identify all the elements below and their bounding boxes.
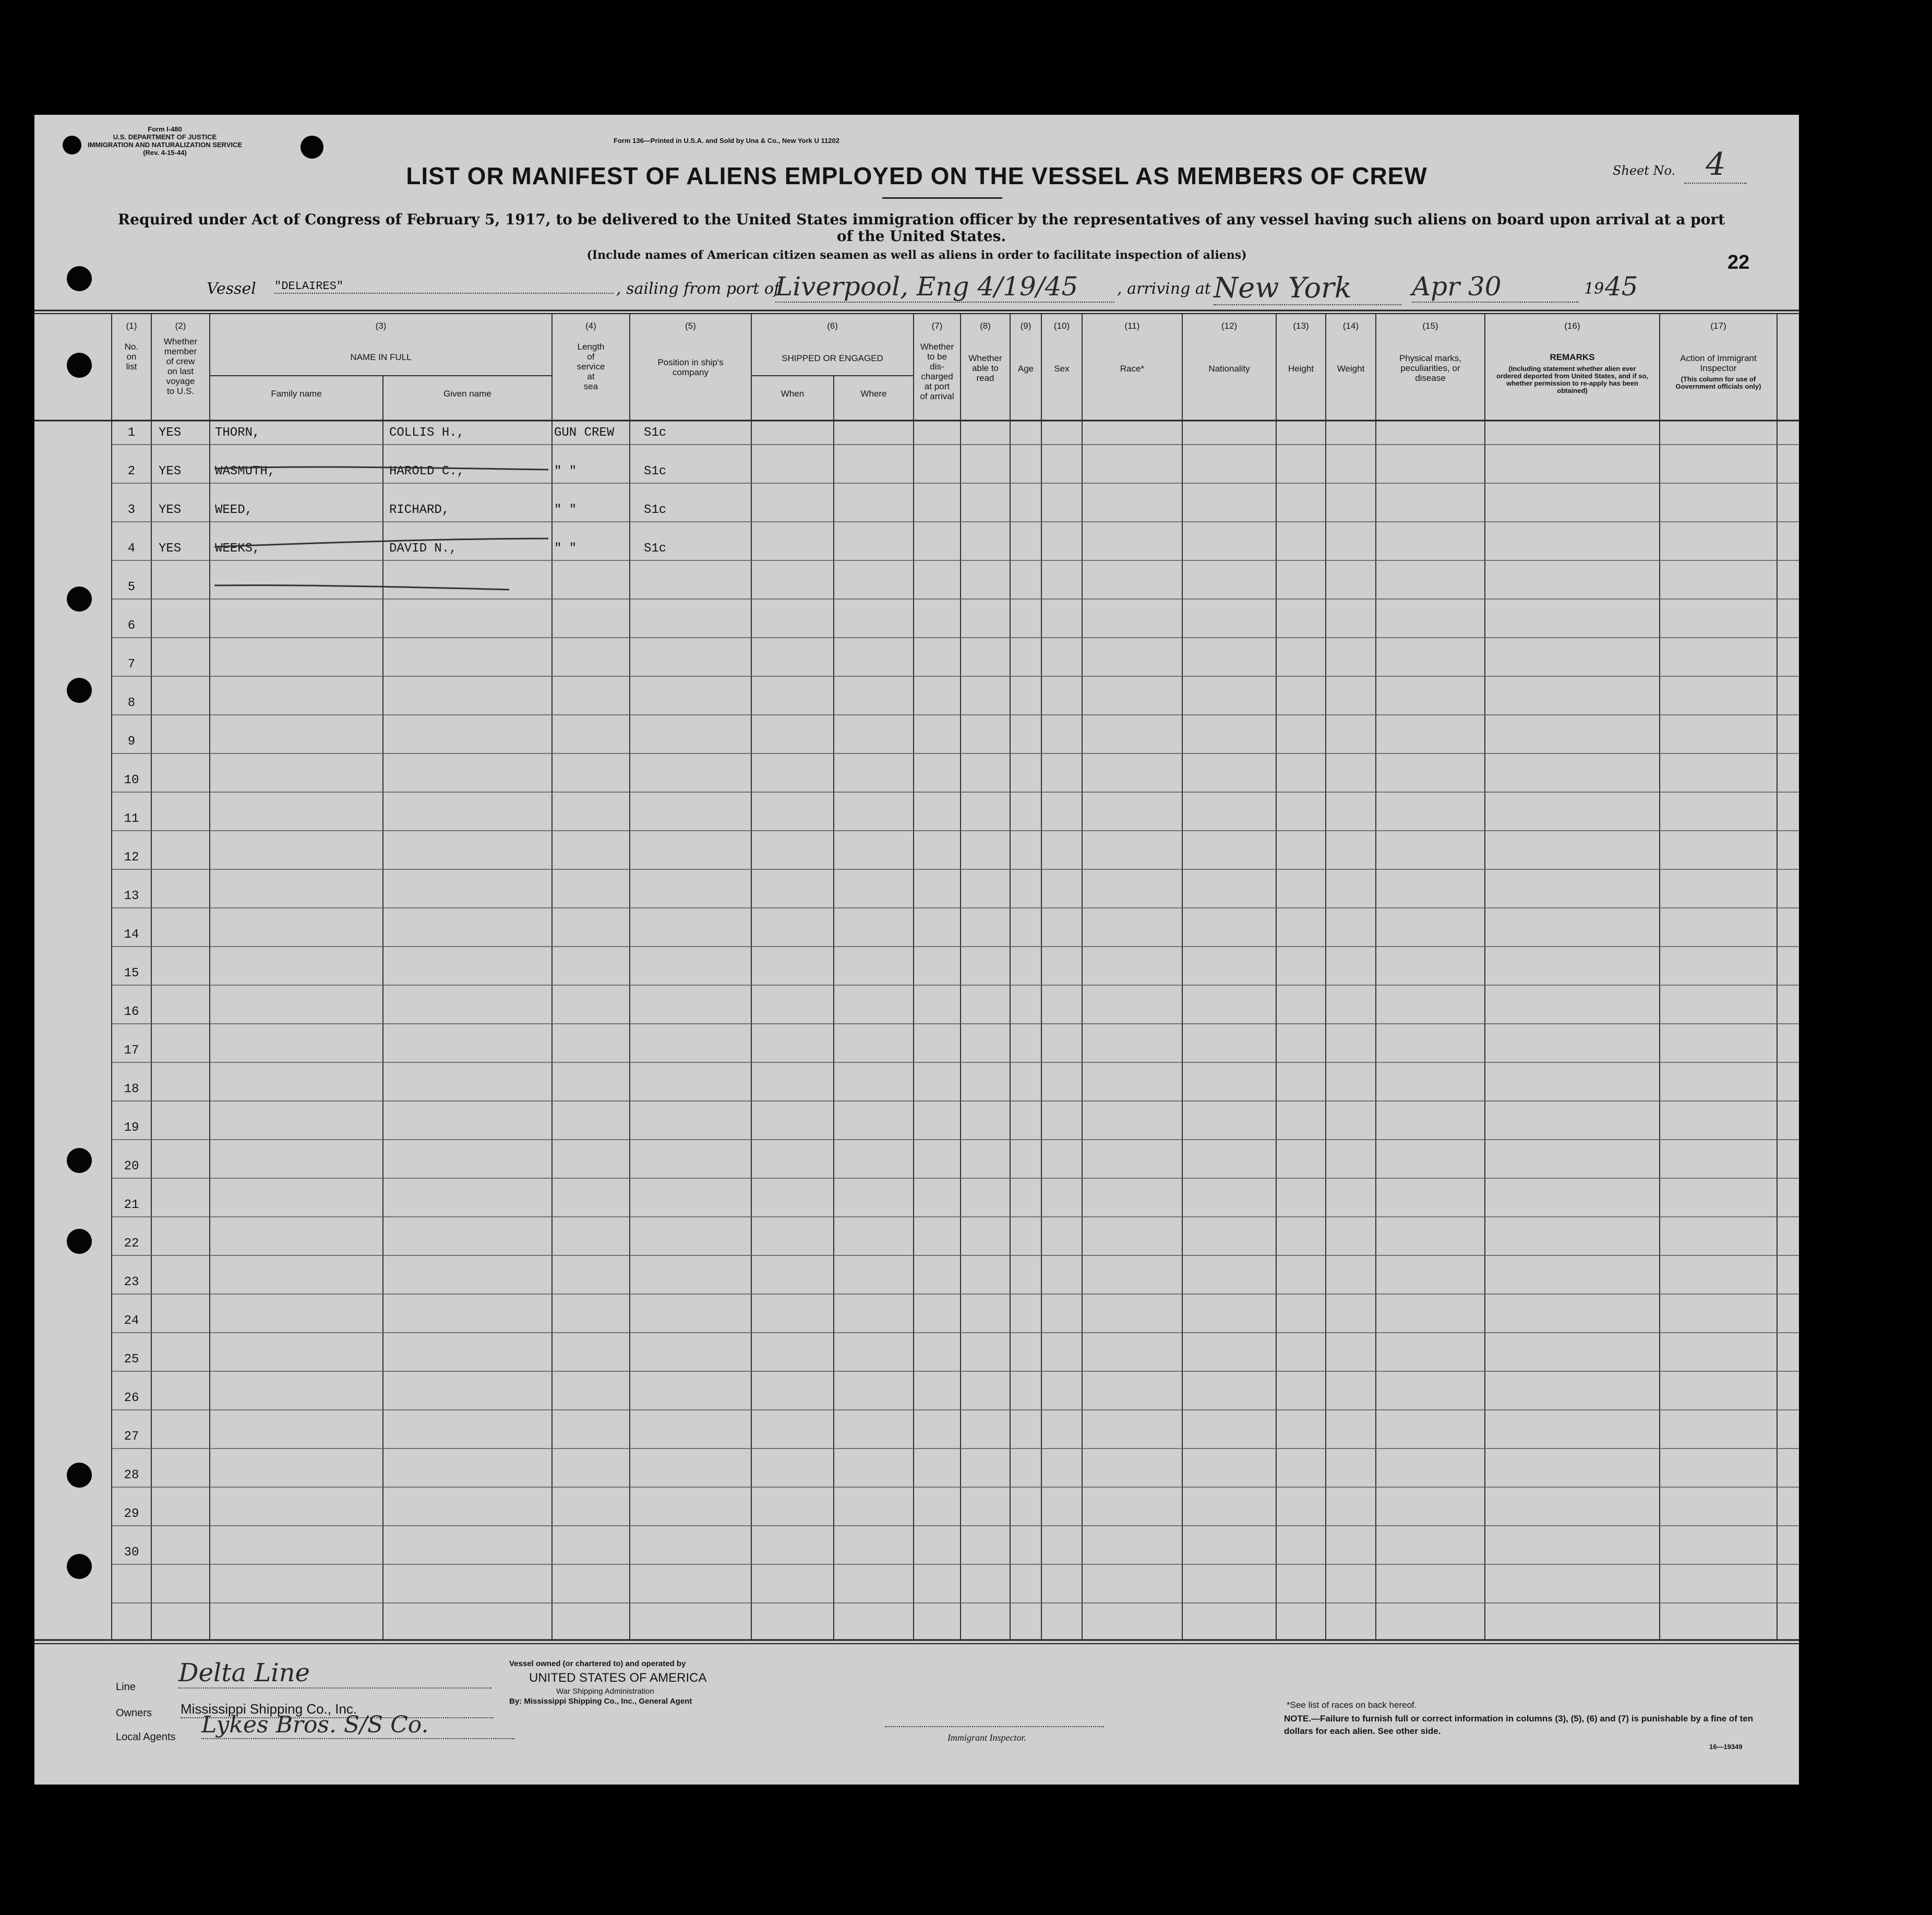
col-11-header: Race* (1120, 364, 1145, 374)
arriving-label: , arriving at (1117, 280, 1211, 298)
family-name-header: Family name (271, 389, 322, 399)
row-number: 20 (124, 1159, 139, 1174)
col-6-number: (6) (827, 321, 838, 331)
sailing-port: Liverpool, Eng 4/19/45 (775, 271, 1114, 303)
page-title: LIST OR MANIFEST OF ALIENS EMPLOYED ON THE VESSEL AS MEMBERS OF CREW (406, 162, 1427, 189)
row-number: 4 (127, 542, 136, 556)
department: U.S. DEPARTMENT OF JUSTICE (113, 133, 217, 141)
owners-label: Owners (116, 1707, 152, 1719)
sheet-label: Sheet No. (1613, 163, 1676, 178)
sailing-label: , sailing from port of (616, 280, 780, 298)
col-4-header: Length of service at sea (577, 342, 605, 391)
col-7-header: Whether to be dis- charged at port of arrival (920, 342, 954, 401)
agent-stamp: By: Mississippi Shipping Co., Inc., General Agent (509, 1697, 692, 1706)
position-in-company: S1c (644, 542, 667, 556)
row-number: 16 (124, 1005, 139, 1019)
length-of-service: " " (554, 503, 577, 517)
year-suffix: 45 (1605, 271, 1638, 302)
form-code: 16—19349 (1709, 1743, 1743, 1751)
col-4-number: (4) (585, 321, 596, 331)
col-17-number: (17) (1710, 321, 1726, 331)
row-number: 10 (124, 773, 139, 787)
row-number: 26 (124, 1391, 139, 1405)
row-number: 2 (127, 464, 136, 478)
col-14-number: (14) (1342, 321, 1359, 331)
row-number: 29 (124, 1507, 139, 1521)
service: IMMIGRATION AND NATURALIZATION SERVICE (87, 141, 243, 149)
col-1-number: (1) (126, 321, 137, 331)
row-number: 6 (127, 619, 136, 633)
col-1-header: No. on list (124, 342, 139, 372)
row-number: 18 (124, 1082, 139, 1096)
col-11-number: (11) (1124, 321, 1140, 331)
remarks-note: (Including statement whether alien ever ordered deported from United States, and if so, whether permission to re-apply has been obtained) (1496, 365, 1649, 394)
col-8-number: (8) (980, 321, 991, 331)
crew-member-flag: YES (159, 503, 182, 517)
row-number: 21 (124, 1198, 139, 1212)
form-number: Form I-480 (148, 125, 182, 133)
penalty-note: NOTE.—Failure to furnish full or correct information in columns (3), (5), (6) and (7) is punishable by a fine of ten dollars for each alien. See other side. (1284, 1714, 1754, 1736)
row-number: 12 (124, 851, 139, 865)
owned-by: Vessel owned (or chartered to) and operated by (509, 1659, 686, 1668)
col-16-header: REMARKS (1550, 352, 1595, 362)
crew-member-flag: YES (159, 464, 182, 478)
col-2-number: (2) (175, 321, 186, 331)
col-9-number: (9) (1020, 321, 1031, 331)
family-name: WEED, (215, 503, 253, 517)
row-number: 23 (124, 1275, 139, 1289)
col-7-number: (7) (931, 321, 943, 331)
row-number: 24 (124, 1314, 139, 1328)
given-name: COLLIS H., (389, 426, 465, 440)
row-number: 27 (124, 1430, 139, 1444)
col-9-header: Age (1017, 364, 1034, 374)
row-number: 3 (127, 503, 136, 517)
col-14-header: Weight (1337, 364, 1365, 374)
action-note: (This column for use of Government officials only) (1675, 375, 1761, 390)
strikethrough-marks (34, 115, 1799, 1785)
family-name: THORN, (215, 426, 260, 440)
inspector-signature-line (885, 1726, 1104, 1727)
given-name-header: Given name (443, 389, 491, 399)
col-5-number: (5) (685, 321, 696, 331)
length-of-service: " " (554, 464, 577, 478)
col-3-number: (3) (375, 321, 387, 331)
col-8-header: Whether able to read (968, 353, 1002, 383)
row-number: 9 (127, 735, 136, 749)
arriving-port: New York (1214, 271, 1401, 305)
length-of-service: GUN CREW (554, 426, 615, 440)
races-note: *See list of races on back hereof. (1287, 1700, 1417, 1710)
row-number: 30 (124, 1546, 139, 1560)
inspector-label: Immigrant Inspector. (947, 1732, 1026, 1743)
line-value: Delta Line (178, 1658, 491, 1689)
vessel-name: "DELAIRES" (274, 280, 614, 294)
printer-line: Form 136—Printed in U.S.A. and Sold by Una & Co., New York U 11202 (614, 137, 839, 145)
col-16-number: (16) (1564, 321, 1580, 331)
col-17-header: Action of Immigrant Inspector (1680, 353, 1757, 373)
crew-member-flag: YES (159, 542, 182, 556)
col-6-header: SHIPPED OR ENGAGED (782, 353, 883, 363)
year-prefix: 19 (1584, 280, 1604, 298)
family-name: WEEKS, (215, 542, 260, 556)
agents-label: Local Agents (116, 1731, 176, 1743)
row-number: 11 (124, 812, 139, 826)
row-number: 19 (124, 1121, 139, 1135)
arrival-date: Apr 30 (1412, 271, 1579, 303)
col-10-header: Sex (1054, 364, 1070, 374)
col-13-number: (13) (1293, 321, 1309, 331)
where-header: Where (860, 389, 887, 399)
footer-block (34, 1649, 1799, 1785)
col-12-header: Nationality (1208, 364, 1250, 374)
row-number: 17 (124, 1044, 139, 1058)
row-number: 7 (127, 657, 136, 672)
revision: (Rev. 4-15-44) (143, 149, 187, 157)
row-number: 25 (124, 1353, 139, 1367)
crew-member-flag: YES (159, 426, 182, 440)
row-number: 28 (124, 1468, 139, 1482)
owners-value: Mississippi Shipping Co., Inc. (181, 1701, 494, 1718)
given-name: HAROLD C., (389, 464, 465, 478)
vessel-label: Vessel (207, 280, 256, 298)
col-5-header: Position in ship's company (657, 357, 724, 377)
col-3-header: NAME IN FULL (350, 352, 412, 362)
manifest-sheet (34, 115, 1799, 1785)
col-12-number: (12) (1221, 321, 1238, 331)
col-13-header: Height (1288, 364, 1314, 374)
given-name: RICHARD, (389, 503, 450, 517)
wsa-stamp: War Shipping Administration (556, 1687, 654, 1696)
subtitle: Required under Act of Congress of February 5, 1917, to be delivered to the United States immigration officer by the representatives of any vessel having such aliens on board upon arrival at a port of the United States. (117, 211, 1725, 245)
line-label: Line (116, 1681, 136, 1693)
col-15-header: Physical marks, peculiarities, or disease (1399, 353, 1462, 383)
position-in-company: S1c (644, 503, 667, 517)
agents-value: Lykes Bros. S/S Co. (201, 1711, 514, 1739)
length-of-service: " " (554, 542, 577, 556)
row-number: 22 (124, 1237, 139, 1251)
when-header: When (781, 389, 805, 399)
row-number: 5 (127, 580, 136, 594)
col-15-number: (15) (1422, 321, 1438, 331)
family-name: WASMUTH, (215, 464, 275, 478)
row-number: 8 (127, 696, 136, 710)
given-name: DAVID N., (389, 542, 457, 556)
sheet-number: 4 (1684, 146, 1747, 184)
usa-stamp: UNITED STATES OF AMERICA (529, 1671, 707, 1685)
row-number: 14 (124, 928, 139, 942)
row-number: 15 (124, 966, 139, 980)
row-number: 1 (127, 426, 136, 440)
position-in-company: S1c (644, 426, 667, 440)
col-10-number: (10) (1053, 321, 1070, 331)
position-in-company: S1c (644, 464, 667, 478)
row-number: 13 (124, 889, 139, 903)
include-note: (Include names of American citizen seamen as well as aliens in order to facilitate inspection of aliens) (586, 248, 1247, 262)
col-2-header: Whether member of crew on last voyage to U.S. (163, 337, 198, 396)
side-number: 22 (1727, 252, 1750, 273)
